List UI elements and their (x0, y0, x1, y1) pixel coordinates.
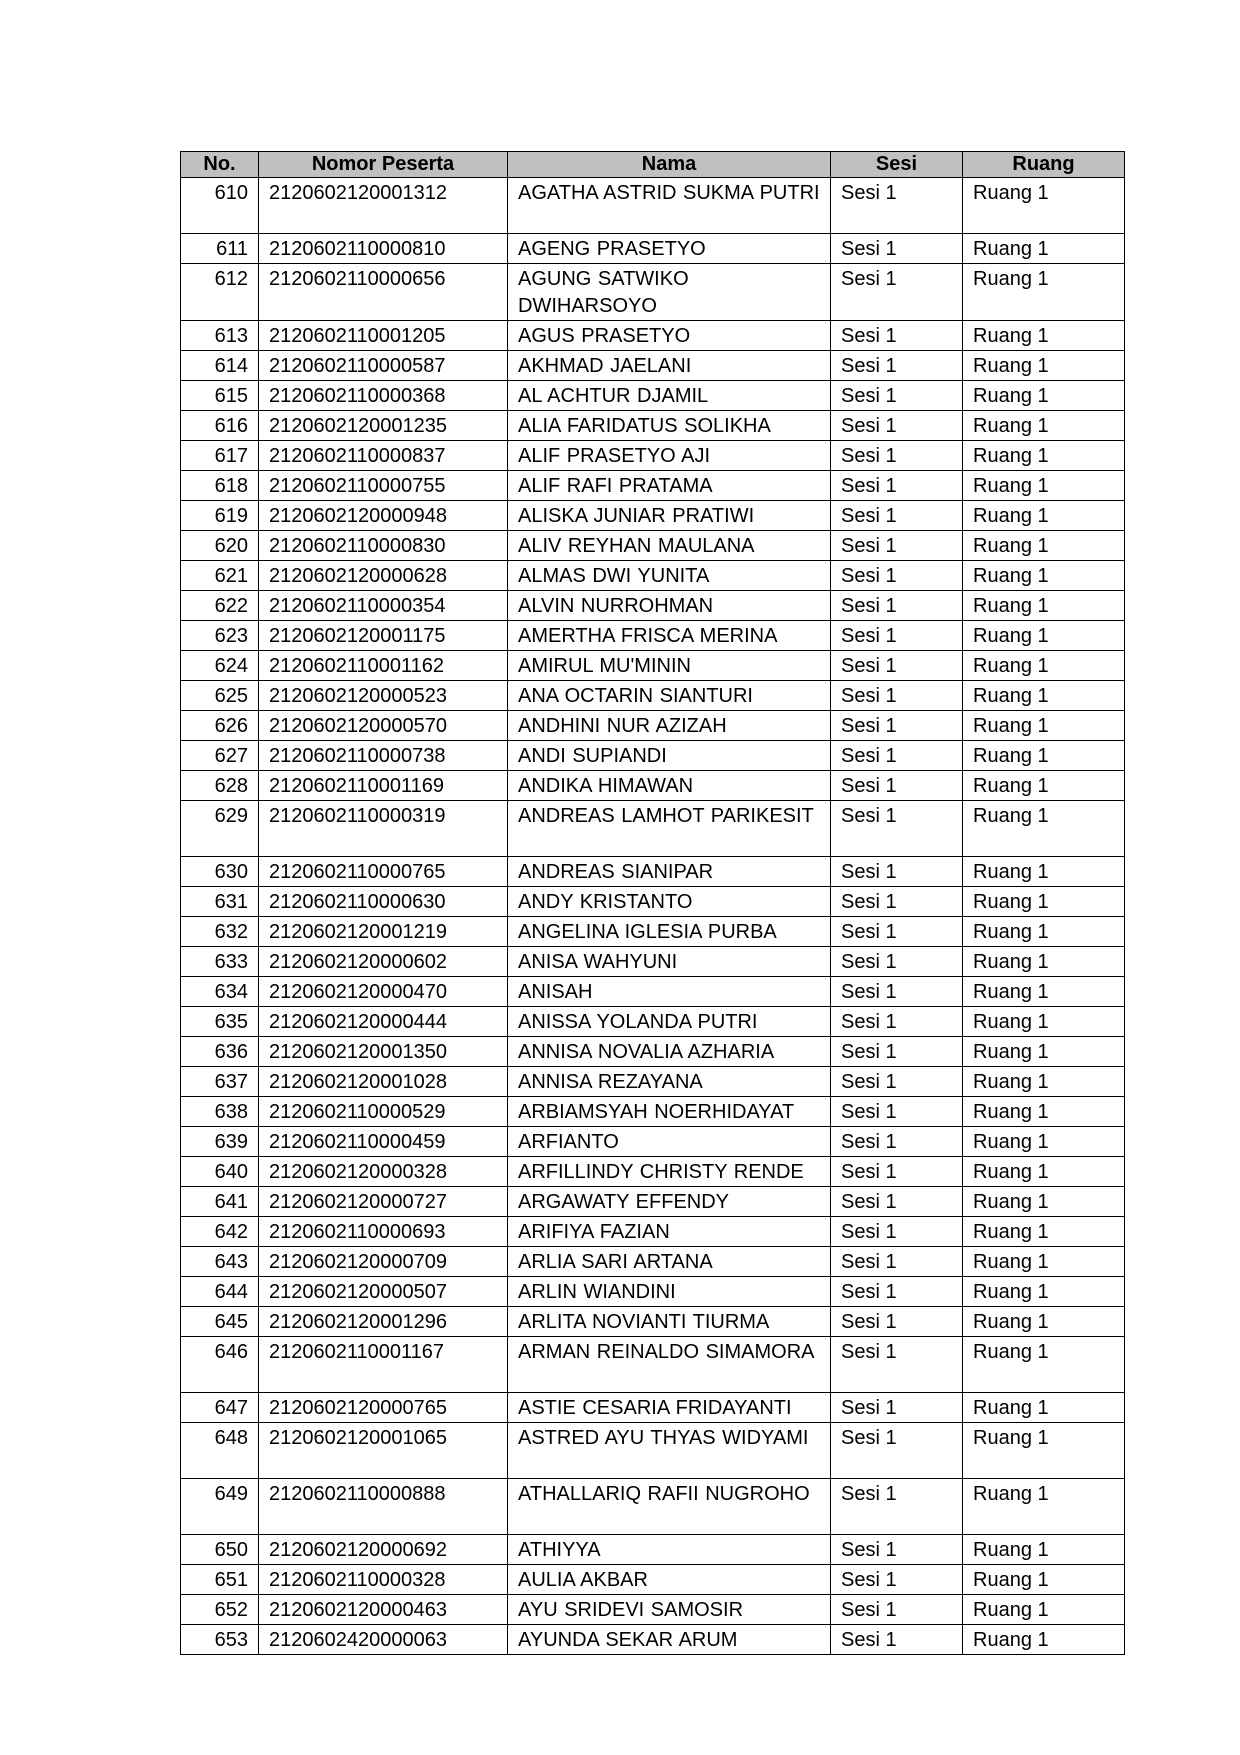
cell-nama: ARLIA SARI ARTANA (508, 1247, 831, 1277)
cell-nama: ARFIANTO (508, 1127, 831, 1157)
cell-no: 651 (181, 1565, 259, 1595)
cell-no: 635 (181, 1007, 259, 1037)
table-row (181, 1479, 1125, 1535)
cell-nama: ANDIKA HIMAWAN (508, 771, 831, 801)
cell-ruang: Ruang 1 (963, 1247, 1125, 1277)
cell-no: 640 (181, 1157, 259, 1187)
cell-nama: ASTRED AYU THYAS WIDYAMI (508, 1423, 831, 1479)
table-row (181, 887, 1125, 917)
cell-nomor-peserta: 2120602110000656 (259, 264, 508, 321)
cell-sesi: Sesi 1 (831, 1479, 963, 1535)
cell-sesi: Sesi 1 (831, 234, 963, 264)
cell-no: 623 (181, 621, 259, 651)
cell-nomor-peserta: 2120602120001065 (259, 1423, 508, 1479)
table-row (181, 651, 1125, 681)
cell-nama: ARIFIYA FAZIAN (508, 1217, 831, 1247)
cell-no: 611 (181, 234, 259, 264)
cell-nomor-peserta: 2120602110000765 (259, 857, 508, 887)
cell-ruang: Ruang 1 (963, 1187, 1125, 1217)
cell-sesi: Sesi 1 (831, 947, 963, 977)
table-row (181, 1127, 1125, 1157)
cell-ruang: Ruang 1 (963, 1277, 1125, 1307)
cell-nomor-peserta: 2120602110000319 (259, 801, 508, 857)
cell-sesi: Sesi 1 (831, 561, 963, 591)
cell-no: 619 (181, 501, 259, 531)
cell-no: 645 (181, 1307, 259, 1337)
cell-nama: ATHIYYA (508, 1535, 831, 1565)
cell-no: 649 (181, 1479, 259, 1535)
cell-nomor-peserta: 2120602110001205 (259, 321, 508, 351)
cell-sesi: Sesi 1 (831, 1217, 963, 1247)
cell-no: 624 (181, 651, 259, 681)
table-row (181, 1307, 1125, 1337)
cell-no: 621 (181, 561, 259, 591)
cell-no: 628 (181, 771, 259, 801)
cell-ruang: Ruang 1 (963, 1127, 1125, 1157)
cell-ruang: Ruang 1 (963, 591, 1125, 621)
cell-no: 612 (181, 264, 259, 321)
cell-ruang: Ruang 1 (963, 681, 1125, 711)
cell-sesi: Sesi 1 (831, 1007, 963, 1037)
cell-ruang: Ruang 1 (963, 741, 1125, 771)
cell-nomor-peserta: 2120602110000368 (259, 381, 508, 411)
cell-sesi: Sesi 1 (831, 441, 963, 471)
table-row (181, 1393, 1125, 1423)
cell-ruang: Ruang 1 (963, 1565, 1125, 1595)
table-row (181, 178, 1125, 234)
cell-nomor-peserta: 2120602110000738 (259, 741, 508, 771)
cell-nomor-peserta: 2120602110000837 (259, 441, 508, 471)
cell-nomor-peserta: 2120602120000727 (259, 1187, 508, 1217)
cell-sesi: Sesi 1 (831, 1393, 963, 1423)
cell-ruang: Ruang 1 (963, 917, 1125, 947)
table-row (181, 1277, 1125, 1307)
table-row (181, 1037, 1125, 1067)
cell-no: 652 (181, 1595, 259, 1625)
cell-nomor-peserta: 2120602120001175 (259, 621, 508, 651)
cell-ruang: Ruang 1 (963, 857, 1125, 887)
cell-sesi: Sesi 1 (831, 1277, 963, 1307)
cell-nomor-peserta: 2120602420000063 (259, 1625, 508, 1655)
cell-ruang: Ruang 1 (963, 381, 1125, 411)
cell-nomor-peserta: 2120602120001235 (259, 411, 508, 441)
cell-ruang: Ruang 1 (963, 561, 1125, 591)
cell-sesi: Sesi 1 (831, 1595, 963, 1625)
cell-nomor-peserta: 2120602120001312 (259, 178, 508, 234)
cell-nama: AGUNG SATWIKO DWIHARSOYO (508, 264, 831, 321)
table-row (181, 621, 1125, 651)
table-row (181, 771, 1125, 801)
cell-nama: ANNISA REZAYANA (508, 1067, 831, 1097)
cell-ruang: Ruang 1 (963, 1037, 1125, 1067)
table-row (181, 1595, 1125, 1625)
cell-nama: ANDY KRISTANTO (508, 887, 831, 917)
cell-ruang: Ruang 1 (963, 1337, 1125, 1393)
cell-nomor-peserta: 2120602120001028 (259, 1067, 508, 1097)
cell-ruang: Ruang 1 (963, 1217, 1125, 1247)
cell-nama: AKHMAD JAELANI (508, 351, 831, 381)
cell-nama: AYU SRIDEVI SAMOSIR (508, 1595, 831, 1625)
cell-sesi: Sesi 1 (831, 621, 963, 651)
table-row (181, 1337, 1125, 1393)
table-row (181, 561, 1125, 591)
cell-nomor-peserta: 2120602120000328 (259, 1157, 508, 1187)
cell-sesi: Sesi 1 (831, 857, 963, 887)
cell-sesi: Sesi 1 (831, 1307, 963, 1337)
cell-ruang: Ruang 1 (963, 264, 1125, 321)
cell-no: 629 (181, 801, 259, 857)
table-row (181, 711, 1125, 741)
cell-nomor-peserta: 2120602120000444 (259, 1007, 508, 1037)
cell-nama: ARMAN REINALDO SIMAMORA (508, 1337, 831, 1393)
cell-nomor-peserta: 2120602120000948 (259, 501, 508, 531)
table-row (181, 1007, 1125, 1037)
cell-no: 636 (181, 1037, 259, 1067)
table-row (181, 351, 1125, 381)
table-row (181, 441, 1125, 471)
cell-ruang: Ruang 1 (963, 234, 1125, 264)
cell-nomor-peserta: 2120602120000765 (259, 1393, 508, 1423)
cell-sesi: Sesi 1 (831, 1037, 963, 1067)
cell-nomor-peserta: 2120602110000810 (259, 234, 508, 264)
table-row (181, 264, 1125, 321)
cell-ruang: Ruang 1 (963, 1423, 1125, 1479)
table-row (181, 471, 1125, 501)
table-row (181, 1535, 1125, 1565)
cell-nama: ALIF PRASETYO AJI (508, 441, 831, 471)
cell-nama: AYUNDA SEKAR ARUM (508, 1625, 831, 1655)
cell-nama: ARBIAMSYAH NOERHIDAYAT (508, 1097, 831, 1127)
cell-no: 620 (181, 531, 259, 561)
cell-nomor-peserta: 2120602110000888 (259, 1479, 508, 1535)
cell-no: 614 (181, 351, 259, 381)
cell-no: 646 (181, 1337, 259, 1393)
table-row (181, 1187, 1125, 1217)
cell-nomor-peserta: 2120602110000328 (259, 1565, 508, 1595)
cell-nomor-peserta: 2120602120000692 (259, 1535, 508, 1565)
cell-nomor-peserta: 2120602120000470 (259, 977, 508, 1007)
cell-nama: ANA OCTARIN SIANTURI (508, 681, 831, 711)
cell-no: 617 (181, 441, 259, 471)
cell-sesi: Sesi 1 (831, 1247, 963, 1277)
cell-sesi: Sesi 1 (831, 351, 963, 381)
table-header (181, 152, 1125, 178)
cell-sesi: Sesi 1 (831, 1187, 963, 1217)
cell-nama: ANGELINA IGLESIA PURBA (508, 917, 831, 947)
cell-nama: ARGAWATY EFFENDY (508, 1187, 831, 1217)
cell-no: 625 (181, 681, 259, 711)
cell-nomor-peserta: 2120602110000459 (259, 1127, 508, 1157)
cell-ruang: Ruang 1 (963, 1307, 1125, 1337)
cell-nama: AMERTHA FRISCA MERINA (508, 621, 831, 651)
cell-nomor-peserta: 2120602120000570 (259, 711, 508, 741)
cell-nama: ARLITA NOVIANTI TIURMA (508, 1307, 831, 1337)
cell-ruang: Ruang 1 (963, 801, 1125, 857)
cell-no: 615 (181, 381, 259, 411)
table-row (181, 1625, 1125, 1655)
cell-nomor-peserta: 2120602110000830 (259, 531, 508, 561)
cell-no: 642 (181, 1217, 259, 1247)
cell-sesi: Sesi 1 (831, 264, 963, 321)
cell-sesi: Sesi 1 (831, 711, 963, 741)
cell-ruang: Ruang 1 (963, 1535, 1125, 1565)
cell-sesi: Sesi 1 (831, 411, 963, 441)
cell-nama: ARFILLINDY CHRISTY RENDE (508, 1157, 831, 1187)
table-row (181, 917, 1125, 947)
cell-nama: AULIA AKBAR (508, 1565, 831, 1595)
cell-ruang: Ruang 1 (963, 621, 1125, 651)
cell-no: 633 (181, 947, 259, 977)
cell-sesi: Sesi 1 (831, 977, 963, 1007)
cell-sesi: Sesi 1 (831, 1565, 963, 1595)
cell-nomor-peserta: 2120602120000628 (259, 561, 508, 591)
cell-ruang: Ruang 1 (963, 1393, 1125, 1423)
cell-sesi: Sesi 1 (831, 681, 963, 711)
cell-sesi: Sesi 1 (831, 1127, 963, 1157)
cell-ruang: Ruang 1 (963, 1157, 1125, 1187)
cell-nomor-peserta: 2120602120000507 (259, 1277, 508, 1307)
cell-no: 613 (181, 321, 259, 351)
cell-nama: ANISSA YOLANDA PUTRI (508, 1007, 831, 1037)
cell-nama: ANNISA NOVALIA AZHARIA (508, 1037, 831, 1067)
cell-nomor-peserta: 2120602110000630 (259, 887, 508, 917)
cell-nomor-peserta: 2120602110000354 (259, 591, 508, 621)
table-row (181, 381, 1125, 411)
table-row (181, 1097, 1125, 1127)
header-sesi: Sesi (831, 152, 963, 178)
cell-ruang: Ruang 1 (963, 411, 1125, 441)
table-row (181, 1217, 1125, 1247)
cell-nomor-peserta: 2120602110000693 (259, 1217, 508, 1247)
cell-no: 638 (181, 1097, 259, 1127)
cell-nomor-peserta: 2120602120000709 (259, 1247, 508, 1277)
cell-sesi: Sesi 1 (831, 471, 963, 501)
cell-sesi: Sesi 1 (831, 1097, 963, 1127)
table-row (181, 1423, 1125, 1479)
table-row (181, 411, 1125, 441)
cell-sesi: Sesi 1 (831, 1625, 963, 1655)
cell-sesi: Sesi 1 (831, 1535, 963, 1565)
cell-nama: ALISKA JUNIAR PRATIWI (508, 501, 831, 531)
cell-nama: ASTIE CESARIA FRIDAYANTI (508, 1393, 831, 1423)
cell-nama: ALVIN NURROHMAN (508, 591, 831, 621)
cell-no: 648 (181, 1423, 259, 1479)
cell-no: 632 (181, 917, 259, 947)
cell-ruang: Ruang 1 (963, 351, 1125, 381)
table-row (181, 741, 1125, 771)
cell-sesi: Sesi 1 (831, 1157, 963, 1187)
cell-nomor-peserta: 2120602110001167 (259, 1337, 508, 1393)
cell-nama: AGENG PRASETYO (508, 234, 831, 264)
cell-no: 637 (181, 1067, 259, 1097)
table-row (181, 321, 1125, 351)
cell-nama: ALIV REYHAN MAULANA (508, 531, 831, 561)
cell-sesi: Sesi 1 (831, 771, 963, 801)
table-row (181, 681, 1125, 711)
cell-nomor-peserta: 2120602120001350 (259, 1037, 508, 1067)
cell-no: 644 (181, 1277, 259, 1307)
table-row (181, 1157, 1125, 1187)
cell-ruang: Ruang 1 (963, 471, 1125, 501)
table-row (181, 531, 1125, 561)
header-no: No. (181, 152, 259, 178)
cell-sesi: Sesi 1 (831, 801, 963, 857)
cell-ruang: Ruang 1 (963, 531, 1125, 561)
cell-ruang: Ruang 1 (963, 1625, 1125, 1655)
cell-sesi: Sesi 1 (831, 1067, 963, 1097)
cell-nama: AL ACHTUR DJAMIL (508, 381, 831, 411)
cell-ruang: Ruang 1 (963, 1067, 1125, 1097)
cell-sesi: Sesi 1 (831, 1423, 963, 1479)
cell-ruang: Ruang 1 (963, 501, 1125, 531)
header-row (181, 152, 1125, 178)
cell-nama: ALIA FARIDATUS SOLIKHA (508, 411, 831, 441)
cell-nomor-peserta: 2120602110001162 (259, 651, 508, 681)
cell-ruang: Ruang 1 (963, 711, 1125, 741)
cell-no: 610 (181, 178, 259, 234)
cell-no: 639 (181, 1127, 259, 1157)
cell-ruang: Ruang 1 (963, 1007, 1125, 1037)
cell-nama: ALIF RAFI PRATAMA (508, 471, 831, 501)
cell-nama: AMIRUL MU'MININ (508, 651, 831, 681)
cell-no: 631 (181, 887, 259, 917)
cell-nama: ANDI SUPIANDI (508, 741, 831, 771)
cell-nama: AGATHA ASTRID SUKMA PUTRI (508, 178, 831, 234)
table-row (181, 1565, 1125, 1595)
table-row (181, 947, 1125, 977)
cell-ruang: Ruang 1 (963, 887, 1125, 917)
cell-nama: ANDHINI NUR AZIZAH (508, 711, 831, 741)
table-row (181, 1247, 1125, 1277)
cell-nomor-peserta: 2120602120000523 (259, 681, 508, 711)
cell-nomor-peserta: 2120602120000463 (259, 1595, 508, 1625)
participant-table (180, 151, 1125, 1655)
cell-ruang: Ruang 1 (963, 1595, 1125, 1625)
cell-sesi: Sesi 1 (831, 887, 963, 917)
cell-ruang: Ruang 1 (963, 441, 1125, 471)
cell-ruang: Ruang 1 (963, 1479, 1125, 1535)
cell-ruang: Ruang 1 (963, 178, 1125, 234)
cell-sesi: Sesi 1 (831, 651, 963, 681)
cell-nama: ANISAH (508, 977, 831, 1007)
cell-nomor-peserta: 2120602120000602 (259, 947, 508, 977)
cell-nomor-peserta: 2120602120001219 (259, 917, 508, 947)
header-ruang: Ruang (963, 152, 1125, 178)
table-row (181, 857, 1125, 887)
cell-nama: ATHALLARIQ RAFII NUGROHO (508, 1479, 831, 1535)
cell-no: 618 (181, 471, 259, 501)
cell-nama: ARLIN WIANDINI (508, 1277, 831, 1307)
cell-nama: ANDREAS LAMHOT PARIKESIT (508, 801, 831, 857)
cell-ruang: Ruang 1 (963, 771, 1125, 801)
cell-sesi: Sesi 1 (831, 381, 963, 411)
cell-nomor-peserta: 2120602120001296 (259, 1307, 508, 1337)
table-row (181, 591, 1125, 621)
cell-nomor-peserta: 2120602110000587 (259, 351, 508, 381)
cell-no: 647 (181, 1393, 259, 1423)
cell-nomor-peserta: 2120602110000529 (259, 1097, 508, 1127)
cell-nomor-peserta: 2120602110001169 (259, 771, 508, 801)
cell-sesi: Sesi 1 (831, 321, 963, 351)
cell-no: 634 (181, 977, 259, 1007)
cell-sesi: Sesi 1 (831, 178, 963, 234)
cell-no: 650 (181, 1535, 259, 1565)
cell-no: 616 (181, 411, 259, 441)
table-row (181, 501, 1125, 531)
cell-ruang: Ruang 1 (963, 1097, 1125, 1127)
cell-sesi: Sesi 1 (831, 741, 963, 771)
table-row (181, 234, 1125, 264)
cell-ruang: Ruang 1 (963, 947, 1125, 977)
table-row (181, 1067, 1125, 1097)
header-nomor-peserta: Nomor Peserta (259, 152, 508, 178)
table-row (181, 801, 1125, 857)
cell-ruang: Ruang 1 (963, 651, 1125, 681)
header-nama: Nama (508, 152, 831, 178)
cell-no: 630 (181, 857, 259, 887)
cell-nama: ANDREAS SIANIPAR (508, 857, 831, 887)
cell-no: 626 (181, 711, 259, 741)
cell-ruang: Ruang 1 (963, 321, 1125, 351)
cell-nama: ANISA WAHYUNI (508, 947, 831, 977)
table-row (181, 977, 1125, 1007)
cell-ruang: Ruang 1 (963, 977, 1125, 1007)
cell-sesi: Sesi 1 (831, 501, 963, 531)
table-body (181, 178, 1125, 1655)
cell-sesi: Sesi 1 (831, 591, 963, 621)
cell-no: 622 (181, 591, 259, 621)
cell-sesi: Sesi 1 (831, 917, 963, 947)
cell-no: 653 (181, 1625, 259, 1655)
cell-no: 643 (181, 1247, 259, 1277)
cell-no: 641 (181, 1187, 259, 1217)
cell-sesi: Sesi 1 (831, 531, 963, 561)
cell-nama: ALMAS DWI YUNITA (508, 561, 831, 591)
cell-no: 627 (181, 741, 259, 771)
cell-sesi: Sesi 1 (831, 1337, 963, 1393)
cell-nomor-peserta: 2120602110000755 (259, 471, 508, 501)
cell-nama: AGUS PRASETYO (508, 321, 831, 351)
